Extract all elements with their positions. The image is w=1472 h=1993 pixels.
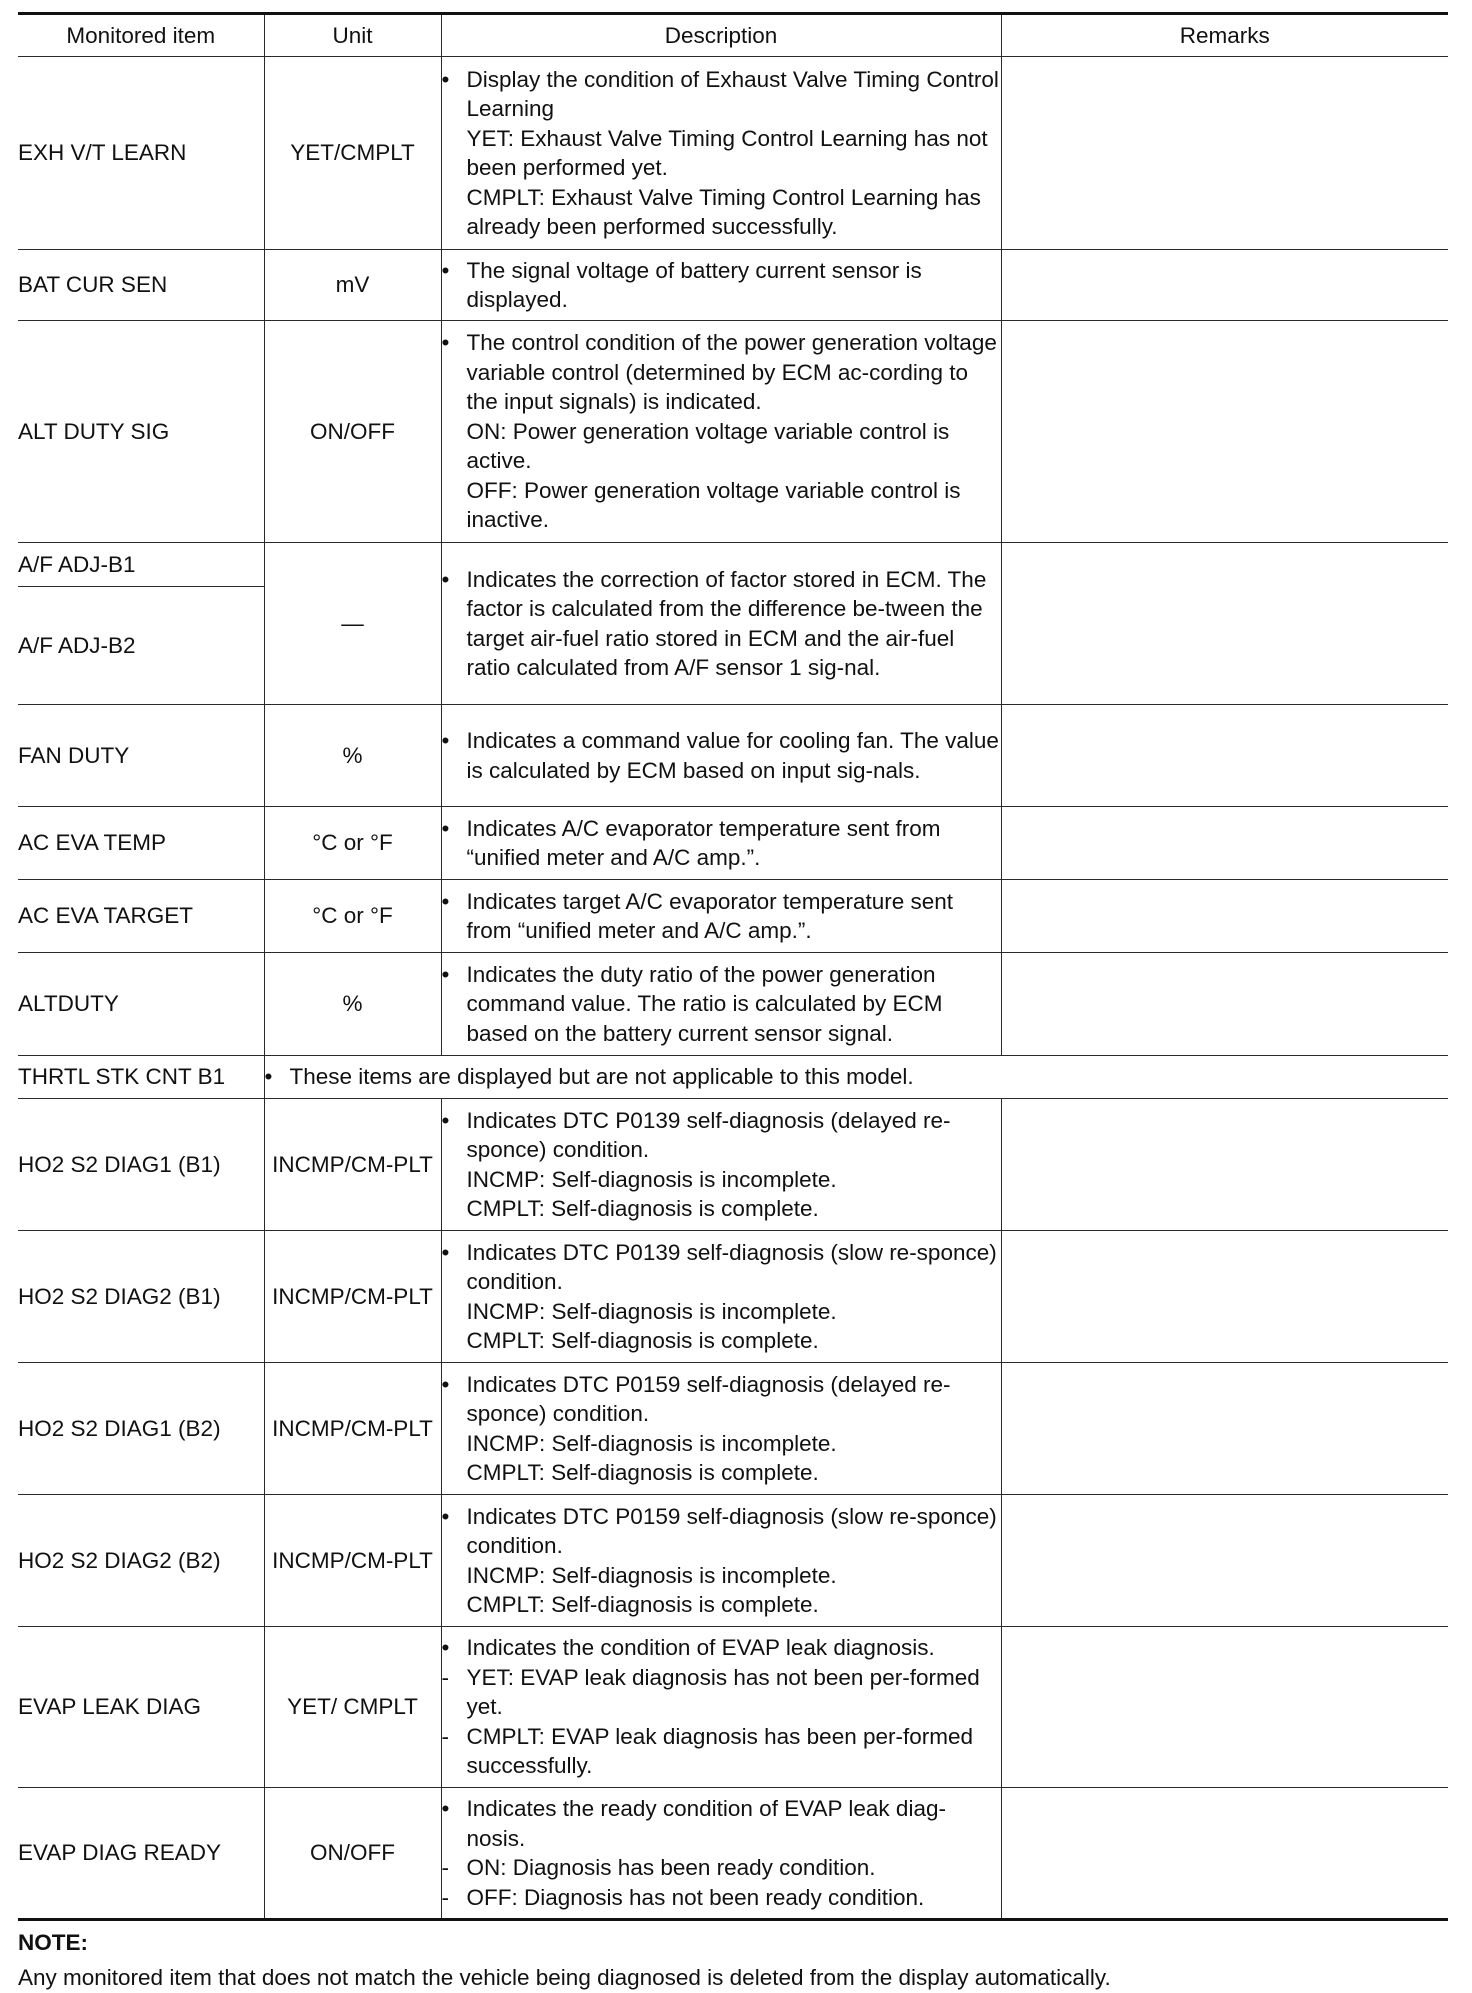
bullet-marker: • — [441, 728, 450, 753]
bullet-point — [442, 65, 1001, 124]
item-unit: °C or °F — [264, 807, 441, 880]
item-name: EXH V/T LEARN — [18, 57, 264, 250]
bullet-marker: • — [441, 1107, 450, 1133]
bullet-text: Indicates DTC P0159 self-diagnosis (delayed re-sponce) condition. — [466, 1371, 951, 1426]
dash-text: YET: EVAP leak diagnosis has not been per-formed yet. — [466, 1664, 980, 1720]
header-description: Description — [441, 14, 1001, 57]
table-row-ho2-s2-diag1-b1 — [18, 1099, 1448, 1231]
bullet-text: Indicates the ready condition of EVAP leak diag-nosis. — [466, 1796, 946, 1851]
item-name: AC EVA TARGET — [18, 880, 264, 953]
bullet-point — [442, 256, 1001, 315]
item-unit: INCMP/CM-PLT — [264, 1231, 441, 1363]
item-unit: INCMP/CM-PLT — [264, 1363, 441, 1495]
item-remarks — [1001, 880, 1448, 953]
item-unit: ON/OFF — [264, 1788, 441, 1920]
bullet-marker: • — [441, 1796, 450, 1821]
bullet-text: Indicates a command value for cooling fan. The value is calculated by ECM based on input sig-nals. — [466, 728, 999, 783]
item-remarks — [1001, 321, 1448, 543]
item-name: ALTDUTY — [18, 953, 264, 1056]
bullet-marker: • — [441, 1635, 450, 1661]
dash-point — [442, 1722, 1001, 1781]
bullet-text: Indicates DTC P0159 self-diagnosis (slow re-sponce) condition. — [466, 1503, 997, 1558]
item-remarks — [1001, 705, 1448, 807]
item-description — [441, 807, 1001, 880]
dash-point — [442, 1663, 1001, 1722]
bullet-point — [265, 1062, 1449, 1092]
header-monitored-item: Monitored item — [18, 14, 264, 57]
item-description — [441, 1099, 1001, 1231]
item-description — [441, 953, 1001, 1056]
item-unit: °C or °F — [264, 880, 441, 953]
item-remarks — [1001, 1627, 1448, 1788]
bullet-marker: • — [441, 1239, 450, 1265]
table-row-ac-eva-target — [18, 880, 1448, 953]
item-remarks — [1001, 1495, 1448, 1627]
item-unit: YET/CMPLT — [264, 57, 441, 250]
description-line: INCMP: Self-diagnosis is incomplete. — [466, 1166, 837, 1192]
bullet-text: Indicates A/C evaporator temperature sent from “unified meter and A/C amp.”. — [466, 815, 941, 870]
bullet-marker: • — [441, 330, 450, 356]
bullet-point — [442, 887, 1001, 946]
bullet-point — [442, 328, 1001, 417]
table-row-evap-diag-ready — [18, 1788, 1448, 1920]
table-row-exh-vt-learn — [18, 57, 1448, 250]
item-description — [441, 1495, 1001, 1627]
item-unit: mV — [264, 250, 441, 321]
item-unit: ON/OFF — [264, 321, 441, 543]
bullet-marker: • — [441, 1371, 450, 1397]
item-unit: — — [264, 543, 441, 705]
bullet-point — [442, 726, 1001, 785]
document-page — [18, 12, 1448, 1993]
description-line: INCMP: Self-diagnosis is incomplete. — [466, 1430, 837, 1456]
item-remarks — [1001, 1231, 1448, 1363]
item-name: THRTL STK CNT B1 — [18, 1056, 264, 1099]
item-name: AC EVA TEMP — [18, 807, 264, 880]
item-description — [441, 1231, 1001, 1363]
bullet-marker: • — [441, 257, 450, 283]
item-remarks — [1001, 1099, 1448, 1231]
bullet-text: Display the condition of Exhaust Valve Timing Control Learning — [466, 66, 999, 121]
item-description — [441, 321, 1001, 543]
item-name: EVAP DIAG READY — [18, 1788, 264, 1920]
item-name: HO2 S2 DIAG2 (B1) — [18, 1231, 264, 1363]
description-line: CMPLT: Self-diagnosis is complete. — [466, 1328, 819, 1353]
dash-text: ON: Diagnosis has been ready condition. — [466, 1855, 876, 1880]
item-name: FAN DUTY — [18, 705, 264, 807]
description-line: CMPLT: Self-diagnosis is complete. — [466, 1460, 819, 1485]
item-remarks — [1001, 953, 1448, 1056]
bullet-point — [442, 565, 1001, 683]
dash-marker: - — [441, 1664, 449, 1690]
table-row-thrtl-stk-cnt — [18, 1056, 1448, 1099]
monitor-table — [18, 12, 1448, 1921]
table-row-altduty — [18, 953, 1448, 1056]
table-row-bat-cur-sen — [18, 250, 1448, 321]
item-unit: % — [264, 953, 441, 1056]
item-remarks — [1001, 57, 1448, 250]
item-remarks — [1001, 250, 1448, 321]
item-name: ALT DUTY SIG — [18, 321, 264, 543]
table-row-ho2-s2-diag1-b2 — [18, 1363, 1448, 1495]
note-heading: NOTE: — [18, 1930, 88, 1955]
item-description-spanning — [264, 1056, 1448, 1099]
bullet-text: The control condition of the power generation voltage variable control (determined by ECM ac-cording to the input signals) is indicated. — [466, 330, 997, 415]
bullet-text: Indicates target A/C evaporator temperature sent from “unified meter and A/C amp.”. — [466, 888, 954, 943]
dash-text: CMPLT: EVAP leak diagnosis has been per-formed successfully. — [466, 1723, 974, 1779]
description-line: ON: Power generation voltage variable control is active. — [466, 418, 950, 474]
bullet-text: Indicates the correction of factor stored in ECM. The factor is calculated from the difference be-tween the target air-fuel ratio stored in ECM and the air-fuel ratio calculated from A/F sensor 1 sig-nal. — [466, 566, 987, 680]
item-name: HO2 S2 DIAG1 (B2) — [18, 1363, 264, 1495]
bullet-marker: • — [441, 66, 450, 92]
table-row-ho2-s2-diag2-b2 — [18, 1495, 1448, 1627]
bullet-marker: • — [441, 961, 450, 987]
bullet-marker: • — [441, 815, 450, 841]
item-remarks — [1001, 807, 1448, 880]
item-unit: INCMP/CM-PLT — [264, 1495, 441, 1627]
bullet-text: These items are displayed but are not applicable to this model. — [289, 1064, 914, 1090]
item-description — [441, 543, 1001, 705]
bullet-point — [442, 1238, 1001, 1297]
item-description — [441, 705, 1001, 807]
item-description — [441, 1363, 1001, 1495]
item-name: EVAP LEAK DIAG — [18, 1627, 264, 1788]
item-remarks — [1001, 1788, 1448, 1920]
item-description — [441, 880, 1001, 953]
description-line: INCMP: Self-diagnosis is incomplete. — [466, 1562, 837, 1588]
bullet-marker: • — [441, 566, 450, 592]
bullet-point — [442, 1633, 1001, 1663]
item-name: A/F ADJ-B1 — [18, 543, 264, 587]
bullet-text: Indicates DTC P0139 self-diagnosis (delayed re-sponce) condition. — [466, 1107, 951, 1162]
table-row-af-adj-b1 — [18, 543, 1448, 587]
table-row-evap-leak-diag — [18, 1627, 1448, 1788]
item-name: HO2 S2 DIAG2 (B2) — [18, 1495, 264, 1627]
bullet-point — [442, 960, 1001, 1049]
item-name: BAT CUR SEN — [18, 250, 264, 321]
item-name: A/F ADJ-B2 — [18, 587, 264, 705]
description-line: INCMP: Self-diagnosis is incomplete. — [466, 1298, 837, 1324]
table-header-row — [18, 14, 1448, 57]
bullet-marker: • — [264, 1064, 273, 1090]
bullet-text: Indicates the duty ratio of the power generation command value. The ratio is calculated by ECM based on the battery current sensor signal. — [466, 961, 943, 1046]
description-line: YET: Exhaust Valve Timing Control Learning has not been performed yet. — [466, 125, 988, 180]
bullet-point — [442, 1502, 1001, 1561]
bullet-text: Indicates DTC P0139 self-diagnosis (slow re-sponce) condition. — [466, 1239, 997, 1294]
header-remarks: Remarks — [1001, 14, 1448, 57]
item-description — [441, 57, 1001, 250]
description-line: CMPLT: Exhaust Valve Timing Control Learning has already been performed successfully. — [466, 184, 981, 239]
description-line: OFF: Power generation voltage variable control is inactive. — [466, 477, 961, 533]
dash-marker: - — [441, 1855, 449, 1880]
description-line: CMPLT: Self-diagnosis is complete. — [466, 1592, 819, 1617]
bullet-point — [442, 1370, 1001, 1429]
note-text: Any monitored item that does not match the vehicle being diagnosed is deleted from the display automatically. — [18, 1965, 1111, 1990]
item-description — [441, 250, 1001, 321]
bullet-point — [442, 814, 1001, 873]
description-line: CMPLT: Self-diagnosis is complete. — [466, 1196, 819, 1221]
item-unit: YET/ CMPLT — [264, 1627, 441, 1788]
item-unit: INCMP/CM-PLT — [264, 1099, 441, 1231]
bullet-marker: • — [441, 888, 450, 914]
bullet-text: Indicates the condition of EVAP leak diagnosis. — [466, 1635, 935, 1661]
table-row-alt-duty-sig — [18, 321, 1448, 543]
bullet-marker: • — [441, 1503, 450, 1529]
table-row-ac-eva-temp — [18, 807, 1448, 880]
dash-marker: - — [441, 1723, 449, 1749]
bullet-text: The signal voltage of battery current sensor is displayed. — [466, 257, 922, 312]
item-remarks — [1001, 543, 1448, 705]
item-remarks — [1001, 1363, 1448, 1495]
item-description — [441, 1788, 1001, 1920]
dash-text: OFF: Diagnosis has not been ready condition. — [466, 1884, 925, 1910]
dash-point — [442, 1883, 1001, 1913]
table-row-fan-duty — [18, 705, 1448, 807]
dash-marker: - — [441, 1884, 449, 1910]
table-row-ho2-s2-diag2-b1 — [18, 1231, 1448, 1363]
item-description — [441, 1627, 1001, 1788]
header-unit: Unit — [264, 14, 441, 57]
item-unit: % — [264, 705, 441, 807]
bullet-point — [442, 1794, 1001, 1853]
item-name: HO2 S2 DIAG1 (B1) — [18, 1099, 264, 1231]
dash-point — [442, 1853, 1001, 1883]
bullet-point — [442, 1106, 1001, 1165]
